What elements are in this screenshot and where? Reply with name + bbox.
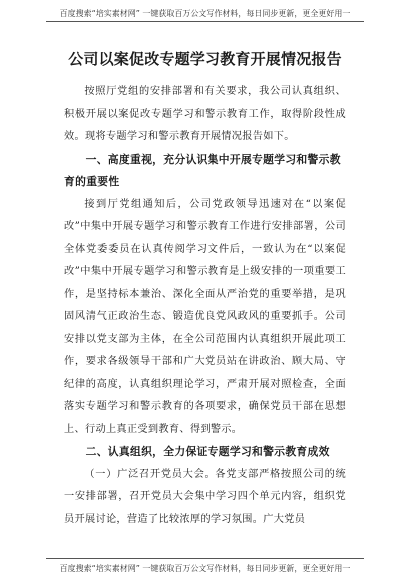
footer-divider bbox=[46, 558, 364, 559]
section-2-paragraph: （一）广泛召开党员大会。各党支部严格按照公司的统一安排部署，召开党员大会集中学习四个单元内容，组织党员开展讨论，营造了比较浓厚的学习氛围。广大党员 bbox=[64, 468, 346, 525]
section-2-heading: 二、认真组织，全力保证专题学习和警示教育成效 bbox=[85, 445, 330, 458]
header-divider bbox=[46, 21, 364, 22]
section-1-paragraph: 接到厅党组通知后，公司党政领导迅速对在“以案促改”中集中开展专题学习和警示教育工作进行安排部署，公司全体党委委员在认真传阅学习文件后，一致认为在“以案促改”中集中开展专题学习和警示教育是上级安排的一项重要工作，是坚持标本兼治、深化全面从严治党的重要举措，是巩固风清气正政治生态、锻造优良党风政风的重要抓手。公司安排以党支部为主体，在全公司范围内认真组织开展此项工作，要求各级领导干部和广大党员站在讲政治、顾大局、守纪律的高度，认真组织理论学习，严肃开展对照检查，全面落实专题学习和警示教育的各项要求，确保党员干部在思想上、行动上真正受到教育、得到警示。 bbox=[64, 198, 346, 435]
document-title: 公司以案促改专题学习教育开展情况报告 bbox=[68, 50, 342, 68]
intro-paragraph: 按照厅党组的安排部署和有关要求，我公司认真组织、积极开展以案促改专题学习和警示教育工作，取得阶段性成效。现将专题学习和警示教育开展情况报告如下。 bbox=[64, 86, 346, 142]
document-body bbox=[64, 30, 346, 531]
page-header: 百度搜索“培实素材网” 一键获取百万公文写作材料，每日同步更新，更全更好用一 bbox=[59, 9, 351, 18]
page-footer: 百度搜索“培实素材网” 一键获取百万公文写作材料，每日同步更新，更全更好用一 bbox=[59, 564, 351, 573]
section-1-heading: 一、高度重视，充分认识集中开展专题学习和警示教育的重要性 bbox=[64, 152, 341, 188]
